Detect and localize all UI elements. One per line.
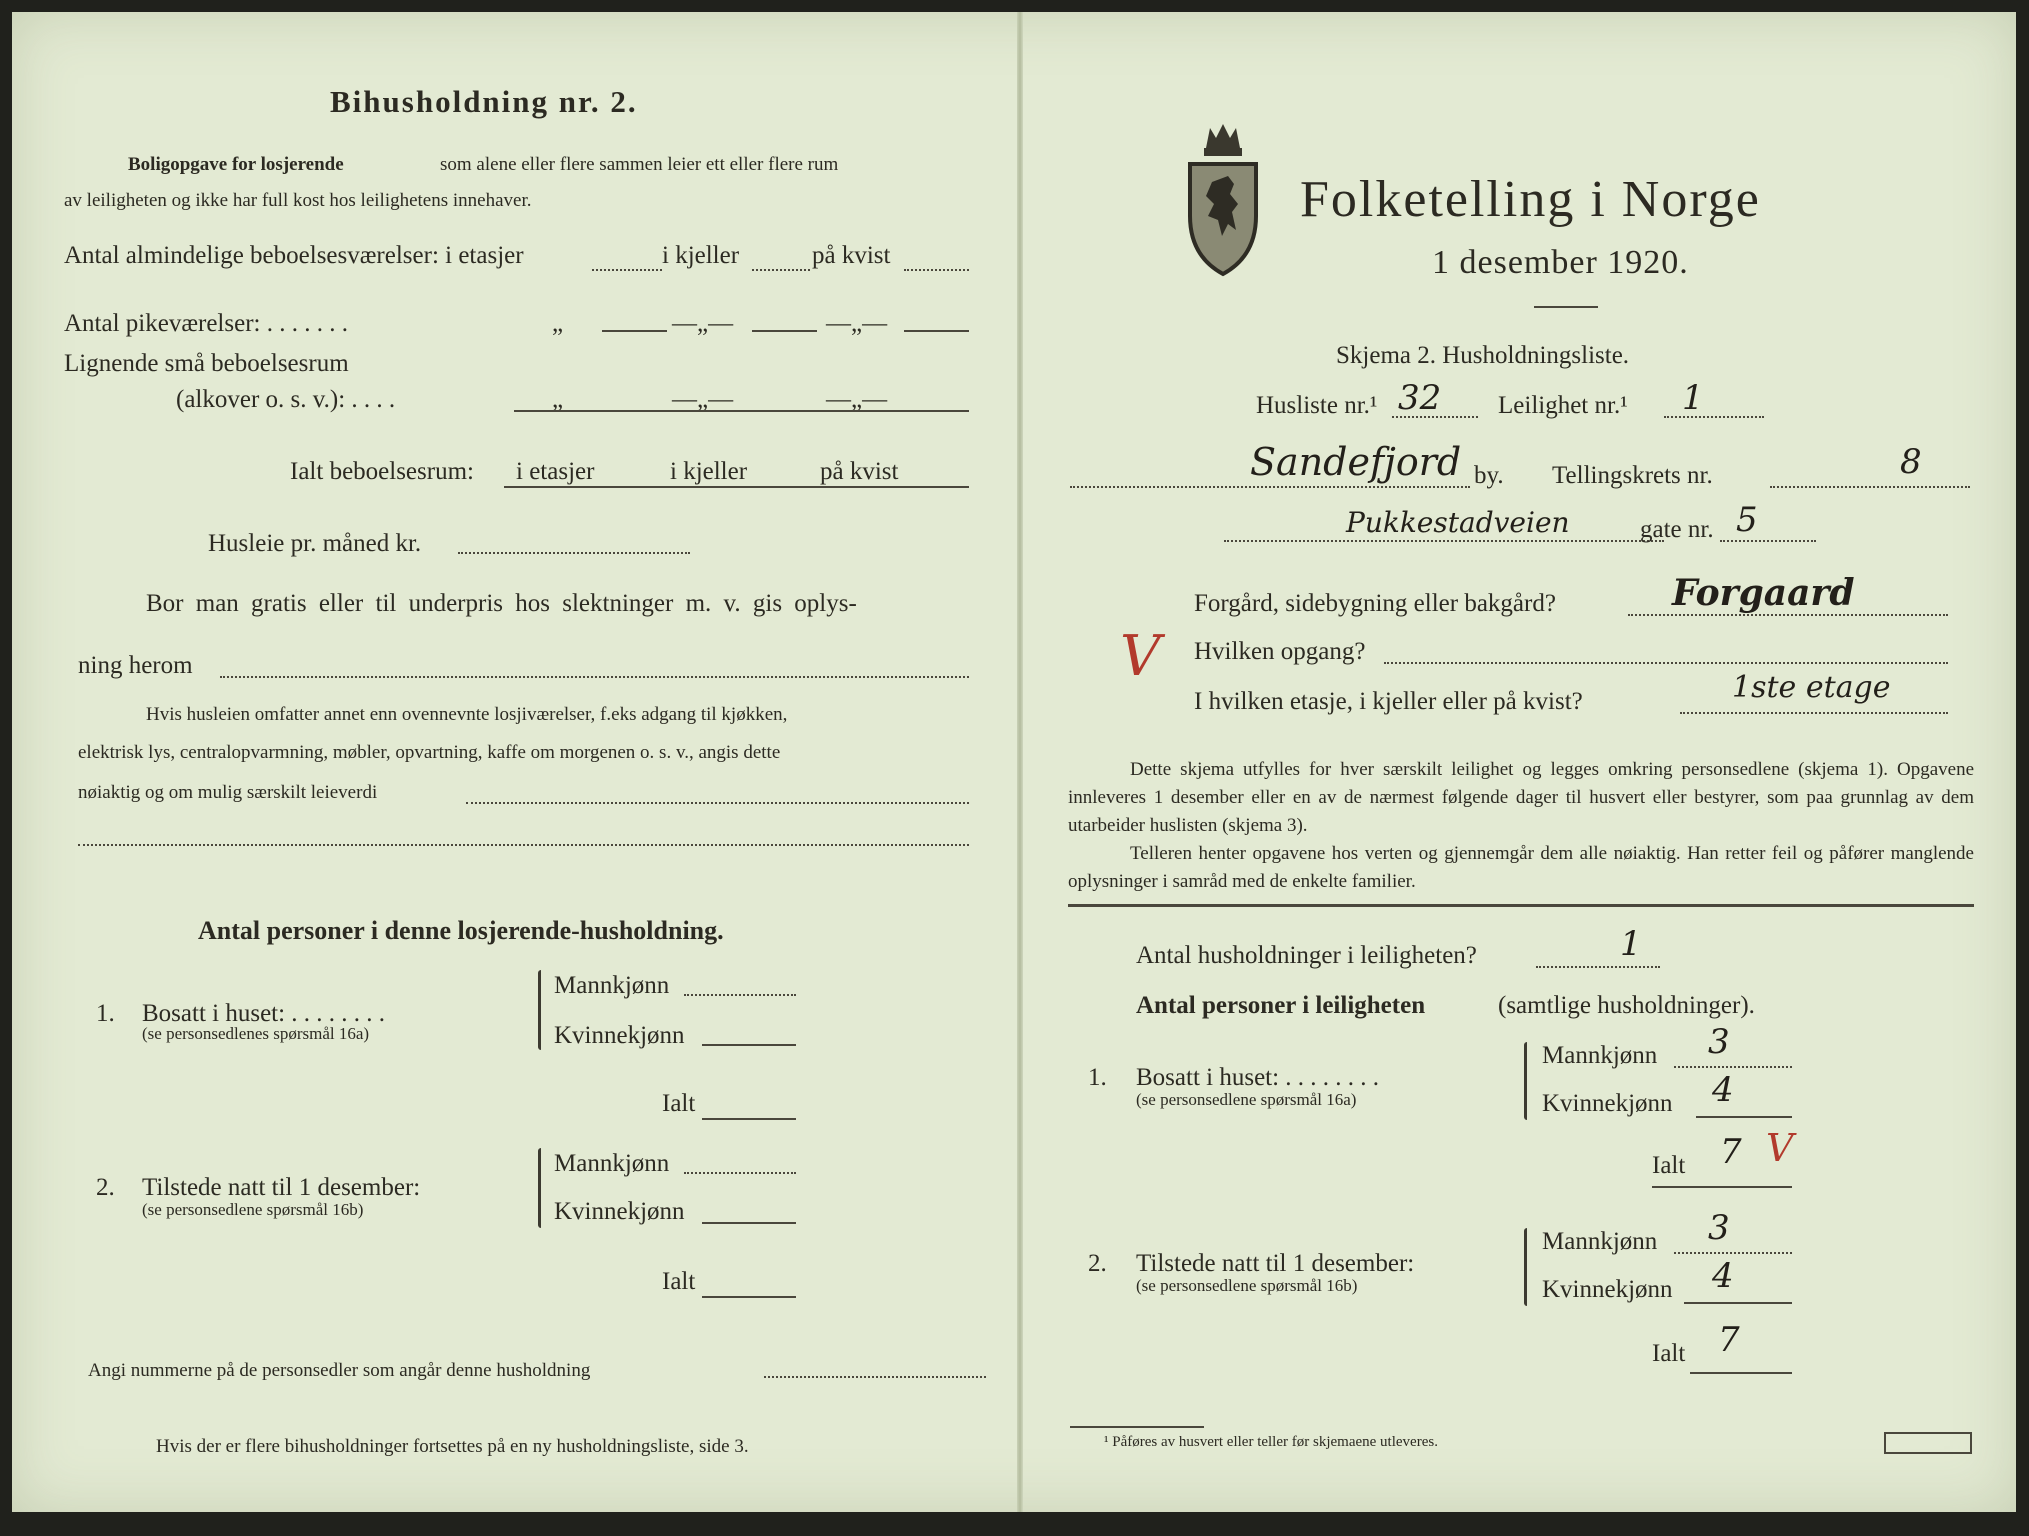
r-q1-kvinne-label: Kvinnekjønn [1542, 1090, 1673, 1117]
l-q1-label: Bosatt i huset: . . . . . . . . [142, 1000, 386, 1027]
pike-ditto-2: —„— [672, 310, 734, 337]
r-q2-num: 2. [1088, 1250, 1107, 1277]
r-q2-sub: (se personsedlene spørsmål 16b) [1136, 1276, 1358, 1295]
antal-hush-label: Antal husholdninger i leiligheten? [1136, 942, 1477, 969]
etasje-value: 1ste etage [1732, 670, 1891, 705]
bor-man-text: Bor man gratis eller til underpris hos slektninger m. v. gis oplys- [146, 590, 857, 617]
pike-kjeller-field[interactable] [752, 330, 817, 332]
r-q1-brace [1524, 1042, 1527, 1120]
r-q2-brace [1524, 1228, 1527, 1306]
r-q1-num: 1. [1088, 1064, 1107, 1091]
by-label: by. [1474, 462, 1504, 489]
l-q2-kvinne-field[interactable] [702, 1222, 796, 1224]
angi-field[interactable] [764, 1376, 986, 1378]
leilighet-value: 1 [1682, 378, 1704, 418]
l-q2-ialt-label: Ialt [662, 1268, 696, 1295]
krets-value: 8 [1900, 442, 1922, 482]
r-q2-kvinne-label: Kvinnekjønn [1542, 1276, 1673, 1303]
l-q2-sub: (se personsedlene spørsmål 16b) [142, 1200, 364, 1219]
page-fold [1017, 12, 1023, 1512]
rooms-kvist-label: på kvist [812, 242, 891, 269]
gate-value: Pukkestadveien [1346, 506, 1570, 539]
l-q2-num: 2. [96, 1174, 115, 1201]
census-form-sheet [12, 12, 2016, 1512]
l-q1-brace [538, 970, 541, 1050]
gate-label: gate nr. [1640, 516, 1714, 543]
r-q2-mann-value: 3 [1708, 1208, 1730, 1248]
krets-label: Tellingskrets nr. [1552, 462, 1713, 489]
check-mark: V [1120, 624, 1161, 689]
forgaard-value: Forgaard [1672, 572, 1855, 614]
intro-line2: av leiligheten og ikke har full kost hos leilighetens innehaver. [64, 190, 532, 211]
footnote-rule [1070, 1426, 1204, 1428]
coat-of-arms-icon [1184, 120, 1262, 278]
l-q1-num: 1. [96, 1000, 115, 1027]
r-q2-ialt-label: Ialt [1652, 1340, 1686, 1367]
lignende-total-line[interactable] [514, 410, 969, 412]
left-page [12, 12, 1020, 1512]
pike-etasjer-field[interactable] [602, 330, 667, 332]
antal-hush-field[interactable] [1536, 966, 1660, 968]
husliste-label: Husliste nr.¹ [1256, 392, 1378, 419]
antal-personer-heading: Antal personer i denne losjerende-husholdning. [198, 916, 724, 945]
l-q1-ialt-label: Ialt [662, 1090, 696, 1117]
r-q2-kvinne-value: 4 [1712, 1256, 1734, 1296]
info-rule [1068, 904, 1974, 907]
lignende-label-1: Lignende små beboelsesrum [64, 350, 349, 377]
r-q1-kvinne-value: 4 [1712, 1070, 1734, 1110]
skjema-label: Skjema 2. Husholdningsliste. [1336, 342, 1630, 369]
l-q1-ialt-field[interactable] [702, 1118, 796, 1120]
by-value: Sandefjord [1250, 440, 1462, 484]
etasje-label: I hvilken etasje, i kjeller eller på kvist? [1194, 688, 1583, 715]
lignende-label-2: (alkover o. s. v.): . . . . [176, 386, 396, 413]
l-q2-mann-label: Mannkjønn [554, 1150, 670, 1177]
ning-herom-field[interactable] [220, 676, 969, 678]
r-q1-ialt-label: Ialt [1652, 1152, 1686, 1179]
r-q2-mann-label: Mannkjønn [1542, 1228, 1658, 1255]
angi-label: Angi nummerne på de personsedler som angår denne husholdning [88, 1360, 591, 1381]
ialt-label: Ialt beboelsesrum: [290, 458, 474, 485]
husliste-value: 32 [1398, 378, 1442, 418]
pike-ditto-3: —„— [826, 310, 888, 337]
ialt-kvist-label: på kvist [820, 458, 899, 485]
r-q2-ialt-value: 7 [1718, 1320, 1740, 1360]
etasje-field[interactable] [1680, 712, 1948, 714]
husleie-field[interactable] [458, 552, 690, 554]
ialt-etasjer-label: i etasjer [516, 458, 595, 485]
antal-personer-rest: (samtlige husholdninger). [1498, 992, 1755, 1019]
antal-hush-value: 1 [1620, 924, 1642, 964]
leilighet-field[interactable] [1664, 416, 1764, 418]
r-q1-ialt-field[interactable] [1652, 1186, 1792, 1188]
r-q1-mann-label: Mannkjønn [1542, 1042, 1658, 1069]
krets-field[interactable] [1770, 486, 1970, 488]
pike-label: Antal pikeværelser: . . . . . . . [64, 310, 348, 337]
r-q2-label: Tilstede natt til 1 desember: [1136, 1250, 1415, 1277]
l-q1-mann-label: Mannkjønn [554, 972, 670, 999]
pike-kvist-field[interactable] [904, 330, 969, 332]
rooms-kvist-field[interactable] [904, 269, 969, 271]
gate-nr-field[interactable] [1720, 540, 1816, 542]
r-q1-kvinne-field[interactable] [1696, 1116, 1792, 1118]
leieverdi-field-2[interactable] [78, 844, 969, 846]
gate-nr-value: 5 [1736, 500, 1758, 540]
lignende-ditto: „ [552, 386, 564, 413]
ning-herom-label: ning herom [78, 652, 193, 679]
rooms-kjeller-label: i kjeller [662, 242, 740, 269]
intro-bold: Boligopgave for losjerende [128, 154, 344, 175]
l-q2-ialt-field[interactable] [702, 1296, 796, 1298]
opgang-label: Hvilken opgang? [1194, 638, 1366, 665]
left-footer: Hvis der er flere bihusholdninger fortsettes på en ny husholdningsliste, side 3. [156, 1436, 749, 1457]
lignende-ditto-3: —„— [826, 386, 888, 413]
r-q1-label: Bosatt i huset: . . . . . . . . [1136, 1064, 1380, 1091]
rooms-label: Antal almindelige beboelsesværelser: i etasjer [64, 242, 524, 269]
l-q2-kvinne-label: Kvinnekjønn [554, 1198, 685, 1225]
by-field[interactable] [1070, 486, 1470, 488]
forgaard-field[interactable] [1628, 614, 1948, 616]
hvis-line-2: elektrisk lys, centralopvarmning, møbler, opvartning, kaffe om morgenen o. s. v., angis dette [78, 742, 781, 763]
footnote: ¹ Påføres av husvert eller teller før skjemaene utleveres. [1104, 1434, 1438, 1450]
leieverdi-field[interactable] [466, 802, 969, 804]
info-paragraph-1: Dette skjema utfylles for hver særskilt leilighet og legges omkring personsedlene (skjema 1). Opgavene innleveres 1 desember eller en av de nærmest følgende dager til husvert eller bestyrer, som paa grunnlag av dem utarbeider huslisten (skjema 3). [1068, 759, 1974, 836]
intro-rest: som alene eller flere sammen leier ett eller flere rum [440, 154, 839, 175]
r-q1-ialt-value: 7 [1720, 1132, 1742, 1172]
form-date: 1 desember 1920. [1432, 244, 1689, 281]
form-title: Folketelling i Norge [1300, 171, 1761, 228]
r-q2-mann-field[interactable] [1674, 1252, 1792, 1254]
left-title: Bihusholdning nr. 2. [330, 84, 638, 119]
ialt-rooms-field[interactable] [504, 486, 969, 488]
r-q1-mann-field[interactable] [1674, 1066, 1792, 1068]
leilighet-label: Leilighet nr.¹ [1498, 392, 1628, 419]
r-q2-kvinne-field[interactable] [1684, 1302, 1792, 1304]
printer-stamp [1884, 1432, 1972, 1454]
l-q2-mann-field[interactable] [684, 1172, 796, 1174]
husleie-label: Husleie pr. måned kr. [208, 530, 422, 557]
l-q2-label: Tilstede natt til 1 desember: [142, 1174, 421, 1201]
l-q1-kvinne-field[interactable] [702, 1044, 796, 1046]
ialt-kjeller-label: i kjeller [670, 458, 748, 485]
pike-ditto: „ [552, 310, 564, 337]
rooms-etasjer-field[interactable] [592, 269, 662, 271]
hvis-line-1: Hvis husleien omfatter annet enn ovennevnte losjiværelser, f.eks adgang til kjøkken, [146, 704, 788, 725]
r-q1-mann-value: 3 [1708, 1022, 1730, 1062]
l-q2-brace [538, 1148, 541, 1228]
l-q1-mann-field[interactable] [684, 994, 796, 996]
lignende-ditto-2: —„— [672, 386, 734, 413]
right-page [1024, 12, 2016, 1512]
l-q1-sub: (se personsedlenes spørsmål 16a) [142, 1024, 370, 1043]
opgang-field[interactable] [1384, 662, 1948, 664]
r-q2-ialt-field[interactable] [1690, 1372, 1792, 1374]
r-q1-check: V [1766, 1126, 1794, 1170]
l-q1-kvinne-label: Kvinnekjønn [554, 1022, 685, 1049]
forgaard-label: Forgård, sidebygning eller bakgård? [1194, 590, 1556, 617]
r-q1-sub: (se personsedlene spørsmål 16a) [1136, 1090, 1357, 1109]
rooms-kjeller-field[interactable] [752, 269, 810, 271]
info-paragraph-2: Telleren henter opgavene hos verten og gjennemgår dem alle nøiaktig. Han retter feil og påfører manglende oplysninger i samråd med de enkelte familier. [1068, 843, 1974, 892]
hvis-line-3: nøiaktig og om mulig særskilt leieverdi [78, 782, 378, 803]
antal-personer-bold: Antal personer i leiligheten [1136, 992, 1426, 1019]
gate-field[interactable] [1224, 540, 1664, 542]
husliste-field[interactable] [1392, 416, 1478, 418]
title-rule [1534, 306, 1598, 308]
